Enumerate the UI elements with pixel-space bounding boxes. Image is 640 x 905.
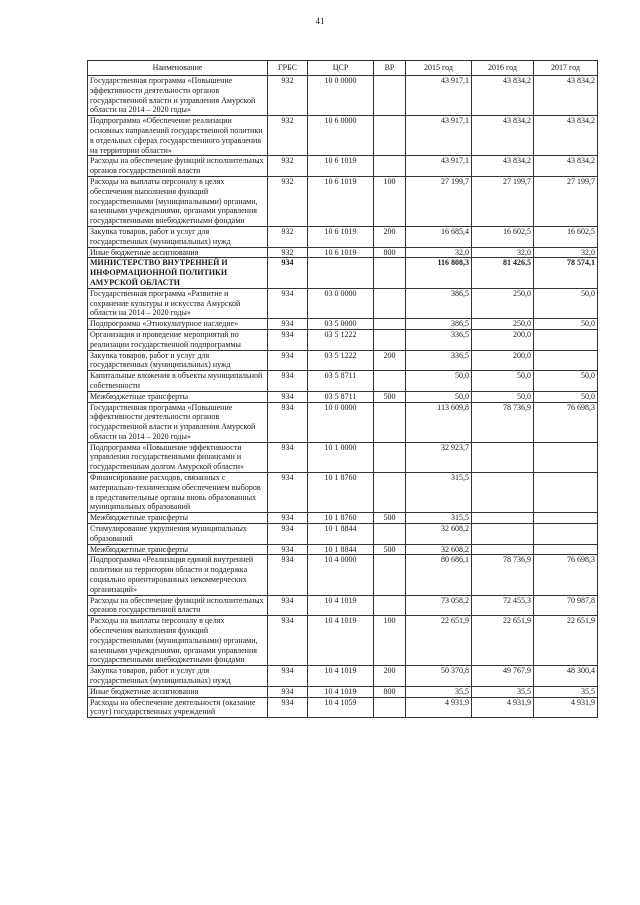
cell-2017 [534,544,598,555]
cell-2017 [534,473,598,513]
cell-vr [374,555,406,595]
cell-csr: 10 4 0000 [308,555,374,595]
cell-vr: 200 [374,350,406,371]
cell-2016: 250,0 [472,319,534,330]
cell-2015: 43 917,1 [406,156,472,177]
table-row [88,513,598,524]
cell-grbs: 934 [268,329,308,350]
cell-2015: 4 931,9 [406,697,472,718]
budget-table [87,60,598,718]
cell-2016: 43 834,2 [472,116,534,156]
cell-2015: 43 917,1 [406,76,472,116]
cell-2015: 336,5 [406,329,472,350]
cell-csr: 03 5 1222 [308,329,374,350]
cell-vr [374,371,406,392]
cell-2017: 78 574,1 [534,258,598,288]
table-row [88,616,598,666]
cell-name: Организация и проведение мероприятий по реализации государственной подпрограммы [88,329,268,350]
table-body [88,76,598,718]
table-row [88,544,598,555]
cell-name: Расходы на выплаты персоналу в целях обеспечения выполнения функций государственными (муниципальными) органами, казенными учреждениями, органами управления государственными внебюджетными фондами [88,616,268,666]
cell-grbs: 934 [268,442,308,472]
cell-2015: 32 608,2 [406,524,472,545]
cell-2015: 336,5 [406,350,472,371]
cell-csr: 10 1 0000 [308,442,374,472]
cell-2017 [534,350,598,371]
cell-name: Подпрограмма «Реализация единой внутренней политики на территории области и поддержка социально ориентированных некоммерческих организаций» [88,555,268,595]
cell-vr [374,402,406,442]
cell-2016: 4 931,9 [472,697,534,718]
cell-grbs: 934 [268,371,308,392]
header-vr: ВР [374,61,406,76]
cell-2017: 50,0 [534,319,598,330]
cell-2017 [534,524,598,545]
cell-2017: 22 651,9 [534,616,598,666]
cell-vr [374,473,406,513]
table-row [88,247,598,258]
cell-2017: 32,0 [534,247,598,258]
cell-csr: 10 6 1019 [308,176,374,226]
cell-name: Расходы на обеспечение деятельности (оказание услуг) государственных учреждений [88,697,268,718]
cell-2016: 50,0 [472,371,534,392]
cell-name: Государственная программа «Повышение эффективности деятельности органов государственной власти и управления Амурской области на 2014 – 2020 годы» [88,402,268,442]
cell-name: Закупка товаров, работ и услуг для государственных (муниципальных) нужд [88,226,268,247]
cell-2015: 386,5 [406,288,472,318]
cell-2015: 73 058,2 [406,595,472,616]
cell-2017: 16 602,5 [534,226,598,247]
table-row [88,402,598,442]
cell-name: Финансирование расходов, связанных с материально-техническим обеспечением выборов в представительные органы вновь образованных муниципальных образований [88,473,268,513]
cell-2017: 50,0 [534,371,598,392]
cell-name: Межбюджетные трансферты [88,513,268,524]
cell-grbs: 934 [268,391,308,402]
cell-vr [374,697,406,718]
table-row [88,524,598,545]
cell-2015: 315,5 [406,473,472,513]
header-name: Наименование [88,61,268,76]
cell-2016 [472,513,534,524]
cell-csr: 10 4 1019 [308,686,374,697]
cell-grbs: 932 [268,247,308,258]
cell-csr: 10 1 8760 [308,513,374,524]
header-2016: 2016 год [472,61,534,76]
header-grbs: ГРБС [268,61,308,76]
table-row [88,473,598,513]
cell-vr: 500 [374,544,406,555]
cell-grbs: 934 [268,544,308,555]
cell-vr: 500 [374,513,406,524]
cell-grbs: 934 [268,402,308,442]
cell-vr: 100 [374,616,406,666]
cell-grbs: 934 [268,319,308,330]
cell-2016 [472,473,534,513]
cell-2015: 50,0 [406,371,472,392]
cell-csr: 10 4 1059 [308,697,374,718]
cell-vr [374,288,406,318]
cell-grbs: 932 [268,176,308,226]
header-2015: 2015 год [406,61,472,76]
cell-grbs: 934 [268,288,308,318]
cell-2016: 50,0 [472,391,534,402]
cell-vr [374,319,406,330]
cell-csr: 10 1 8844 [308,524,374,545]
cell-2015: 80 686,1 [406,555,472,595]
cell-grbs: 934 [268,595,308,616]
cell-csr: 03 5 8711 [308,371,374,392]
cell-name: Подпрограмма «Повышение эффективности управления государственными финансами и государственным долгом Амурской области» [88,442,268,472]
header-2017: 2017 год [534,61,598,76]
cell-csr: 10 1 8844 [308,544,374,555]
cell-2016: 200,0 [472,350,534,371]
cell-name: Расходы на выплаты персоналу в целях обеспечения выполнения функций государственными (муниципальными) органами, казенными учреждениями, органами управления государственными внебюджетными фондами [88,176,268,226]
cell-2017: 48 300,4 [534,666,598,687]
cell-name: Межбюджетные трансферты [88,544,268,555]
cell-name: МИНИСТЕРСТВО ВНУТРЕННЕЙ И ИНФОРМАЦИОННОЙ ПОЛИТИКИ АМУРСКОЙ ОБЛАСТИ [88,258,268,288]
cell-name: Межбюджетные трансферты [88,391,268,402]
cell-grbs: 934 [268,473,308,513]
cell-grbs: 932 [268,116,308,156]
cell-2015: 50,0 [406,391,472,402]
table-row [88,319,598,330]
cell-2015: 35,5 [406,686,472,697]
cell-vr [374,76,406,116]
cell-2017: 27 199,7 [534,176,598,226]
cell-2017: 76 698,3 [534,402,598,442]
cell-grbs: 932 [268,76,308,116]
cell-2016: 78 736,9 [472,555,534,595]
cell-vr [374,258,406,288]
cell-2016: 72 455,3 [472,595,534,616]
cell-name: Стимулирование укрупнения муниципальных образований [88,524,268,545]
cell-2015: 116 808,3 [406,258,472,288]
cell-2015: 27 199,7 [406,176,472,226]
cell-2017: 76 698,3 [534,555,598,595]
cell-2016: 78 736,9 [472,402,534,442]
table-row [88,76,598,116]
table-row [88,666,598,687]
cell-2017 [534,442,598,472]
table-row [88,329,598,350]
cell-2015: 386,5 [406,319,472,330]
cell-name: Иные бюджетные ассигнования [88,686,268,697]
cell-2017 [534,329,598,350]
cell-vr [374,442,406,472]
table-row [88,176,598,226]
cell-name: Подпрограмма «Этнокультурное наследие» [88,319,268,330]
cell-2016: 22 651,9 [472,616,534,666]
cell-vr: 200 [374,226,406,247]
table-row [88,391,598,402]
cell-name: Государственная программа «Повышение эффективности деятельности органов государственной власти и управления Амурской области на 2014 – 2020 годы» [88,76,268,116]
cell-csr: 10 6 0000 [308,116,374,156]
table-row [88,555,598,595]
page-number: 41 [315,16,325,26]
cell-2016: 250,0 [472,288,534,318]
cell-2017: 50,0 [534,288,598,318]
cell-2016 [472,524,534,545]
table-row [88,116,598,156]
table-row [88,595,598,616]
cell-grbs: 934 [268,258,308,288]
cell-csr: 10 6 1019 [308,226,374,247]
cell-name: Государственная программа «Развитие и сохранение культуры и искусства Амурской области на 2014 – 2020 годы» [88,288,268,318]
cell-2017: 43 834,2 [534,116,598,156]
cell-grbs: 934 [268,513,308,524]
table-row [88,442,598,472]
cell-vr [374,329,406,350]
cell-name: Расходы на обеспечение функций исполнительных органов государственной власти [88,595,268,616]
cell-csr: 03 0 0000 [308,288,374,318]
cell-2015: 16 685,4 [406,226,472,247]
table-row [88,350,598,371]
cell-vr [374,595,406,616]
cell-2017: 70 987,8 [534,595,598,616]
table-row [88,686,598,697]
table-row [88,288,598,318]
cell-vr: 200 [374,666,406,687]
cell-csr: 10 6 1019 [308,247,374,258]
cell-name: Капитальные вложения в объекты муниципальной собственности [88,371,268,392]
cell-2017: 50,0 [534,391,598,402]
cell-name: Закупка товаров, работ и услуг для государственных (муниципальных) нужд [88,350,268,371]
cell-grbs: 934 [268,350,308,371]
table-row [88,371,598,392]
cell-grbs: 934 [268,686,308,697]
cell-2015: 32,0 [406,247,472,258]
table-row [88,258,598,288]
cell-2017: 35,5 [534,686,598,697]
cell-vr: 500 [374,391,406,402]
cell-csr: 10 6 1019 [308,156,374,177]
cell-vr [374,524,406,545]
cell-name: Закупка товаров, работ и услуг для государственных (муниципальных) нужд [88,666,268,687]
cell-2016: 35,5 [472,686,534,697]
cell-grbs: 932 [268,156,308,177]
cell-csr: 10 4 1019 [308,616,374,666]
cell-2016 [472,442,534,472]
cell-2017: 43 834,2 [534,156,598,177]
cell-csr: 10 0 0000 [308,76,374,116]
cell-2017: 4 931,9 [534,697,598,718]
cell-vr: 800 [374,247,406,258]
table-row [88,697,598,718]
cell-2016 [472,544,534,555]
cell-csr: 10 4 1019 [308,666,374,687]
cell-2016: 43 834,2 [472,76,534,116]
cell-2016: 32,0 [472,247,534,258]
cell-csr: 03 5 8711 [308,391,374,402]
cell-grbs: 934 [268,666,308,687]
header-csr: ЦСР [308,61,374,76]
cell-2016: 16 602,5 [472,226,534,247]
cell-2015: 50 370,8 [406,666,472,687]
cell-grbs: 934 [268,524,308,545]
cell-2016: 27 199,7 [472,176,534,226]
cell-name: Расходы на обеспечение функций исполнительных органов государственной власти [88,156,268,177]
cell-2015: 113 609,8 [406,402,472,442]
cell-csr: 03 5 1222 [308,350,374,371]
cell-csr: 10 1 8760 [308,473,374,513]
cell-vr [374,116,406,156]
cell-2016: 43 834,2 [472,156,534,177]
cell-grbs: 934 [268,555,308,595]
cell-csr: 10 4 1019 [308,595,374,616]
table-row [88,156,598,177]
cell-vr: 800 [374,686,406,697]
cell-csr [308,258,374,288]
cell-name: Иные бюджетные ассигнования [88,247,268,258]
table-header-row [88,61,598,76]
cell-2017: 43 834,2 [534,76,598,116]
cell-2016: 81 426,5 [472,258,534,288]
cell-vr [374,156,406,177]
cell-grbs: 934 [268,697,308,718]
cell-vr: 100 [374,176,406,226]
cell-grbs: 932 [268,226,308,247]
cell-2015: 43 917,1 [406,116,472,156]
cell-2015: 32 608,2 [406,544,472,555]
cell-csr: 10 0 0000 [308,402,374,442]
cell-2015: 32 923,7 [406,442,472,472]
cell-2016: 200,0 [472,329,534,350]
table-row [88,226,598,247]
cell-2015: 315,5 [406,513,472,524]
cell-2015: 22 651,9 [406,616,472,666]
cell-name: Подпрограмма «Обеспечение реализации основных направлений государственной политики в отдельных сферах государственного управления на территории области» [88,116,268,156]
cell-2016: 49 767,9 [472,666,534,687]
cell-grbs: 934 [268,616,308,666]
cell-csr: 03 5 0000 [308,319,374,330]
cell-2017 [534,513,598,524]
